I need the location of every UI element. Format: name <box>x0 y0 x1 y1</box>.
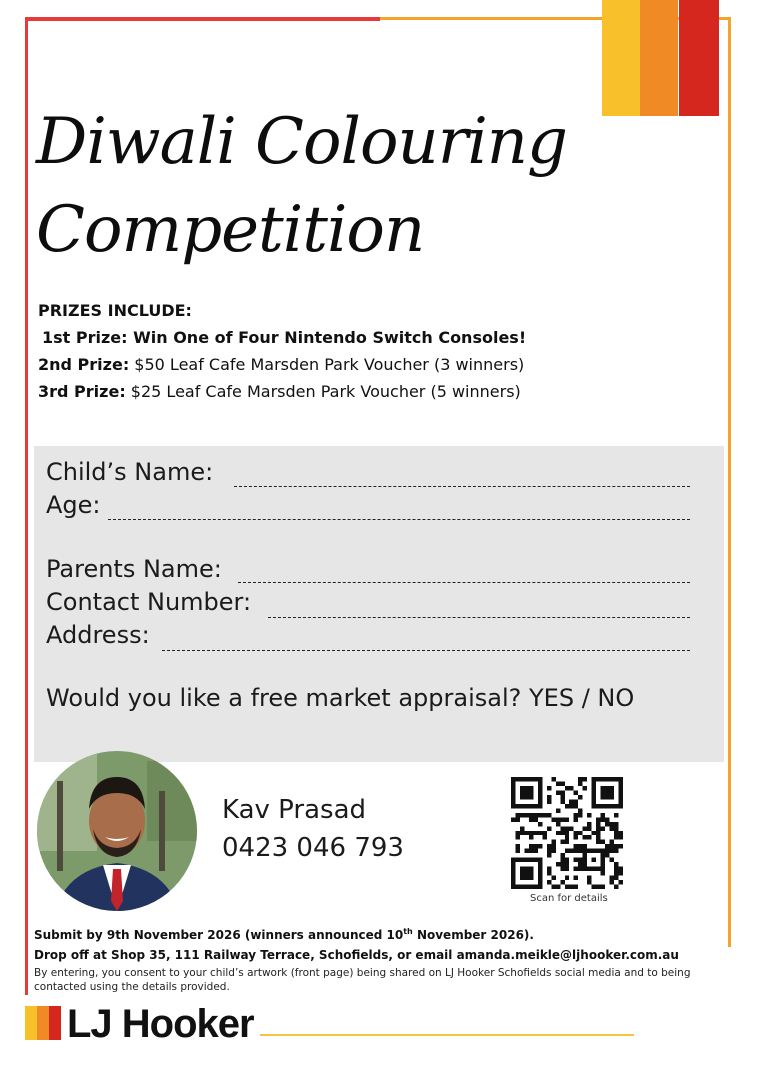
lj-hooker-logo <box>25 1002 255 1054</box>
parents-name-label: Parents Name: <box>46 555 222 583</box>
brand-stripe-red <box>679 0 719 116</box>
first-prize-text: 1st Prize: Win One of Four Nintendo Switch Consoles! <box>42 328 527 347</box>
qr-caption: Scan for details <box>530 893 608 904</box>
consent-text: By entering, you consent to your child’s artwork (front page) being shared on LJ Hooker Schofields social media and to being contacted using the details provided. <box>34 967 691 993</box>
page-title <box>36 98 567 274</box>
submit-deadline-sup: th <box>403 927 413 936</box>
second-prize-text: $50 Leaf Cafe Marsden Park Voucher (3 winners) <box>129 355 525 374</box>
third-prize-text: $25 Leaf Cafe Marsden Park Voucher (5 winners) <box>125 382 521 401</box>
submit-deadline-prefix: Submit by 9th November 2026 (winners announced 10 <box>34 928 404 942</box>
address-field[interactable] <box>162 650 690 651</box>
qr-code[interactable] <box>511 777 623 889</box>
title-line-2: Competition <box>36 193 425 267</box>
frame-right-border <box>728 17 731 947</box>
contact-number-label: Contact Number: <box>46 588 252 616</box>
brand-stripe-orange <box>640 0 678 116</box>
qr-code-icon <box>511 777 623 889</box>
terms-section <box>34 922 734 994</box>
brand-stripe-yellow <box>602 0 640 116</box>
second-prize-label: 2nd Prize: <box>38 355 130 374</box>
third-prize-label: 3rd Prize: <box>38 382 126 401</box>
prizes-heading: PRIZES INCLUDE: <box>38 301 192 320</box>
child-name-label: Child’s Name: <box>46 458 214 486</box>
agent-phone[interactable]: 0423 046 793 <box>222 833 404 863</box>
prizes-section <box>38 297 526 405</box>
footer-underline <box>260 1034 634 1036</box>
second-prize <box>38 351 526 378</box>
agent-portrait-icon <box>37 751 197 911</box>
lj-hooker-wordmark: LJ Hooker <box>67 1002 254 1046</box>
age-field[interactable] <box>108 519 690 520</box>
submit-deadline <box>34 922 734 945</box>
age-label: Age: <box>46 491 101 519</box>
lj-hooker-logo-icon <box>25 1006 61 1040</box>
child-name-field[interactable] <box>234 486 690 487</box>
title-line-1: Diwali Colouring <box>36 105 567 179</box>
third-prize <box>38 378 526 405</box>
address-label: Address: <box>46 621 150 649</box>
dropoff-info: Drop off at Shop 35, 111 Railway Terrace, Schofields, or email amanda.meikle@ljhooker.com.au <box>34 948 679 962</box>
parents-name-field[interactable] <box>238 582 690 583</box>
submit-deadline-suffix: November 2026). <box>412 928 534 942</box>
frame-top-border-red <box>25 17 380 21</box>
appraisal-question: Would you like a free market appraisal? YES / NO <box>46 684 635 712</box>
frame-left-border <box>25 17 28 995</box>
first-prize <box>38 324 526 351</box>
contact-number-field[interactable] <box>268 617 690 618</box>
agent-name: Kav Prasad <box>222 795 367 825</box>
agent-portrait-avatar <box>37 751 197 911</box>
